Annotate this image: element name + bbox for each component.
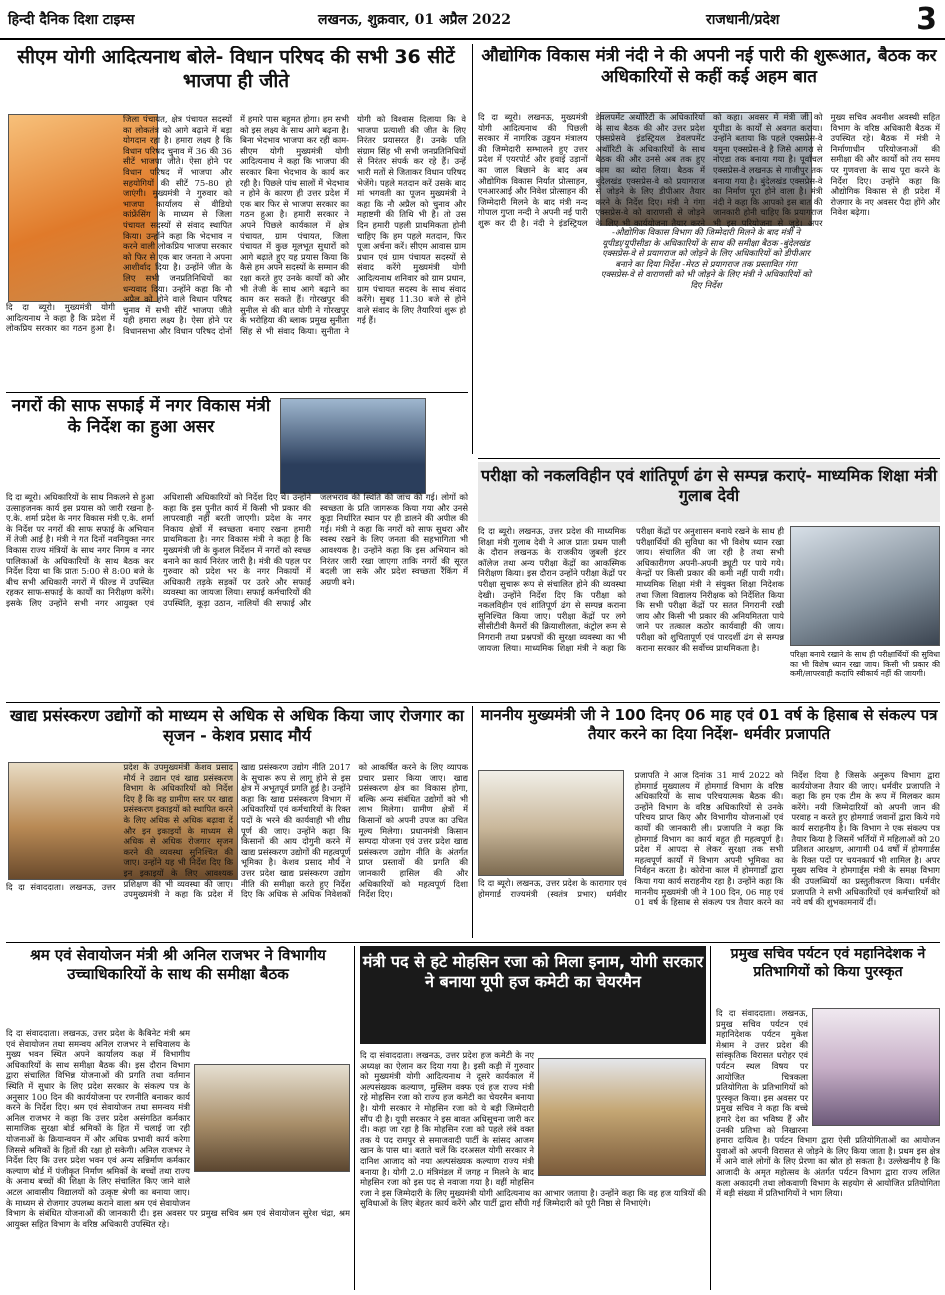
story-text: दि दा ब्यूरो। मुख्यमंत्री योगी आदित्यनाथ ने कहा है कि प्रदेश में लोकप्रिय सरकार का गठन हुआ है। जिला पंचायत, क्षेत्र पंचायत सदस्यों का लोकतंत्र को आगे बढ़ाने में बड़ा योगदान रहा है। हमारा लक्ष्य है कि विधान परिषद चुनाव में 36 की 36 सीटें भाजपा जीते। ऐसा होने पर विधान परिषद में भाजपा और सहयोगियों की सीटें 75-80 हो जाएंगी। मुख्यमंत्री ने गुरुवार को भाजपा कार्यालय से वीडियो कांफ्रेंसिंग के माध्यम से जिला पंचायत सदस्यों से संवाद स्थापित किया। उन्होंने कहा कि भेदभाव न करने वाली लोकप्रिय भाजपा सरकार को फिर से एक बार जनता ने अपना आशीर्वाद दिया है। उन्होंने जीत के लिए सभी जनप्रतिनिधियों का धन्यवाद दिया। उन्होंने कहा कि नौ अप्रैल को होने वाले विधान परिषद चुनाव में सभी सीटें भाजपा जीते यही हमारा लक्ष्य है। ऐसा होने पर विधानसभा और विधान परिषद दोनों में हमारे पास बहुमत होगा। हम सभी को इस लक्ष्य के साथ आगे बढ़ना है। बिना भेदभाव भाजपा कर रही काम-सीएम योगी मुख्यमंत्री योगी आदित्यनाथ ने कहा कि भाजपा की सरकार बिना भेदभाव के कार्य कर रही है। पिछले पांच सालों में भेदभाव न होने के कारण ही उत्तर प्रदेश में एक बार फिर से भाजपा सरकार का गठन हुआ है। हमारी सरकार ने अपने पिछले कार्यकाल में क्षेत्र पंचायत, ग्राम पंचायत, जिला पंचायत में कुछ मूलभूत सुधारों को आगे बढ़ाते हुए यह प्रयास किया कि कैसे हम अपने सदस्यों के सम्मान की रक्षा करते हुए उनके कार्यों को और भी तेजी के साथ आगे बढ़ाने का काम कर सकते हैं। गोरखपुर की सुनील से की बात योगी ने गोरखपुर के भरोहिया की ब्लाक प्रमुख सुनीता सिंह से भी संवाद किया। सुनीता ने योगी को विश्वास दिलाया कि वे भाजपा प्रत्याशी की जीत के लिए निरंतर प्रयासरत हैं। उनके पति संग्राम सिंह भी सभी जनप्रतिनिधियों से निरंतर संपर्क कर रहे हैं। उन्हें भारी मतों से जिताकर विधान परिषद भेजेंगे। पहले मतदान करें उसके बाद मां भगवती का पूजन मुख्यमंत्री ने कहा कि नौ अप्रैल को चुनाव और महाष्टमी की तिथि भी है। तो उस दिन हमारी पहली प्राथमिकता होनी चाहिए कि हम पहले मतदान, फिर पूजा अर्चना करें। सीएम आवास ग्राम प्रधान एवं ग्राम पंचायत सदस्यों से संवाद करेंगे मुख्यमंत्री योगी आदित्यनाथ शनिवार को ग्राम प्रधान, ग्राम पंचायत सदस्य के साथ संवाद करेंगे। सुबह 11.30 बजे से होने वाले संवाद के लिए तैयारियां शुरू हो गई हैं।	[6, 114, 466, 336]
story-anil-rajbhar	[6, 946, 350, 1290]
photo-caption: -औद्योगिक विकास विभाग की जिम्मेदारी मिलने के बाद मंत्री ने यूपीडा/यूपीसीडा के अधिकारियों के साथ की समीक्षा बैठक -बुंदेलखंड एक्सप्रेस-वे से प्रयागराज को जोड़ने के लिए अधिकारियों को डीपीआर बनाने का दिया निर्देश -मेरठ से प्रयागराज तक प्रस्तावित गंगा एक्सप्रेस-वे से वाराणसी को भी जोड़ने के लिए मंत्री ने अधिकारियों को दिए निर्देश	[600, 228, 812, 291]
story-text: दि दा संवाददाता। लखनऊ, उत्तर प्रदेश के उपमुख्यमंत्री केशव प्रसाद मौर्य ने उद्यान एवं खाद्य प्रसंस्करण विभाग के अधिकारियों को निर्देश दिए हैं कि वह ग्रामीण स्तर पर खाद्य प्रसंस्करण इकाइयों को स्थापित करने के लिए अधिक से अधिक बढ़ावा दें और इन इकाइयों के माध्यम से अधिक से अधिक रोजगार सृजन करने की व्यवस्था सुनिश्चित की जाए। उन्होंने यह भी निर्देश दिए कि इन इकाइयों के लिए आवश्यक प्रशिक्षण की भी व्यवस्था की जाए। उपमुख्यमंत्री ने कहा कि प्रदेश में खाद्य प्रसंस्करण उद्योग नीति 2017 के सुचारू रूप से लागू होने से इस क्षेत्र में अभूतपूर्व प्रगति हुई है। उन्होंने कहा कि खाद्य प्रसंस्करण विभाग में अधिकारियों एवं कर्मचारियों के रिक्त पदों के भरने की कार्यवाही भी शीघ्र पूर्ण की जाए। उन्होंने कहा कि किसानों की आय दोगुनी करने में खाद्य प्रसंस्करण उद्योगों की महत्वपूर्ण भूमिका है। केशव प्रसाद मौर्य ने उत्तर प्रदेश खाद्य प्रसंस्करण उद्योग नीति की समीक्षा करते हुए निर्देश दिए कि अधिक से अधिक निवेशकों को आकर्षित करने के लिए व्यापक प्रचार प्रसार किया जाए। खाद्य प्रसंस्करण क्षेत्र का विकास होगा, बल्कि अन्य संबंधित उद्योगों को भी लाभ मिलेगा। ग्रामीण क्षेत्रों में किसानों को अपनी उपज का उचित मूल्य मिलेगा। प्रधानमंत्री किसान सम्पदा योजना एवं उत्तर प्रदेश खाद्य प्रसंस्करण उद्योग नीति के अंतर्गत प्राप्त प्रस्तावों की प्रगति की जानकारी हासिल की और अधिकारियों को महत्वपूर्ण दिशा निर्देश दिए।	[6, 762, 468, 900]
story-text: दि दा ब्यूरो। लखनऊ, मुख्यमंत्री योगी आदित्यनाथ की पिछली सरकार में नागरिक उड्डयन मंत्रालय की जिम्मेदारी सम्भालने हुए उत्तर प्रदेश में एयरपोर्ट और हवाई उड़ानों का जाल बिछाने के बाद अब औद्योगिक विकास निर्यात प्रोत्साहन, एनआरआई और निवेश प्रोत्साहन की जिम्मेदारी मिलने के बाद मंत्री नन्द गोपाल गुप्ता नन्दी ने अपनी नई पारी शुरू कर दी है। नंदी ने इंडस्ट्रियल डेवलपमेंट अथॉरिटी के अधिकारियों के साथ बैठक की और उत्तर प्रदेश एक्सप्रेसवे इंडस्ट्रियल डेवलपमेंट अथॉरिटी के अधिकारियों के साथ बैठक की और उनसे अब तक हुए काम का ब्योरा लिया। बैठक में बुंदेलखंड एक्सप्रेस-वे को प्रयागराज से जोड़ने के लिए डीपीआर तैयार करने के निर्देश दिए। मंत्री ने गंगा एक्सप्रेस-वे को वाराणसी से जोड़ने के लिए भी कार्ययोजना तैयार करने को कहा। अवसर में मंत्री जी को यूपीडा के कार्यों से अवगत कराया। उन्होंने बताया कि पहले एक्सप्रेस-वे यमुना एक्सप्रेस-वे है जिसे आगरा से नोएडा तक बनाया गया है। पूर्वांचल एक्सप्रेस-वे लखनऊ से गाजीपुर तक बनाया गया है। बुंदेलखंड एक्सप्रेस-वे का निर्माण पूरा होने वाला है। मंत्री नंदी ने कहा कि आपको इस बात की जानकारी होनी चाहिए कि प्रयागराज भी इस परियोजना से जुड़े। अपर मुख्य सचिव अवनीश अवस्थी सहित विभाग के वरिष्ठ अधिकारी बैठक में उपस्थित रहे। बैठक में मंत्री ने निर्माणाधीन परियोजनाओं की समीक्षा की और कार्यों को तय समय पर गुणवत्ता के साथ पूरा करने के निर्देश दिए। उन्होंने कहा कि औद्योगिक विकास से ही प्रदेश में रोजगार के नए अवसर पैदा होंगे और निवेश बढ़ेगा।	[478, 112, 940, 228]
headline: सीएम योगी आदित्यनाथ बोले- विधान परिषद की सभी 36 सीटें भाजपा ही जीते	[17, 46, 455, 92]
section-rule	[6, 392, 468, 393]
section-rule	[6, 942, 940, 943]
photo-exam-centre	[790, 526, 940, 646]
headline: श्रम एवं सेवायोजन मंत्री श्री अनिल राजभर ने विभागीय उच्चाधिकारियों के साथ की समीक्षा बैठक	[30, 946, 326, 983]
story-cm-yogi	[6, 46, 466, 391]
headline: प्रमुख सचिव पर्यटन एवं महानिदेशक ने प्रतिभागियों को किया पुरस्कृत	[730, 946, 926, 980]
story-text: दि दा ब्यूरो। लखनऊ, उत्तर प्रदेश के कारागार एवं होमगार्ड राज्यमंत्री (स्वतंत्र प्रभार) धर्मवीर प्रजापति ने आज दिनांक 31 मार्च 2022 को होमगार्ड मुख्यालय में होमगार्ड विभाग के वरिष्ठ अधिकारियों के साथ परिचयात्मक बैठक की। उन्होंने विभाग के वरिष्ठ अधिकारियों से उनके परिचय प्राप्त किए और विभागीय योजनाओं एवं कार्यों की जानकारी ली। प्रजापति ने कहा कि होमगार्ड विभाग का कार्य बहुत ही महत्वपूर्ण है। प्रदेश में आपदा से लेकर सुरक्षा तक सभी महत्वपूर्ण कार्यों में विभाग अपनी भूमिका का निर्वहन करता है। कोरोना काल में होमगार्डों द्वारा किया गया कार्य सराहनीय रहा है। उन्होंने कहा कि माननीय मुख्यमंत्री जी ने 100 दिन, 06 माह एवं 01 वर्ष के हिसाब से संकल्प पत्र तैयार करने का निर्देश दिया है जिसके अनुरूप विभाग द्वारा कार्ययोजना तैयार की जाए। धर्मवीर प्रजापति ने कहा कि हम एक टीम के रूप में मिलकर काम करेंगे। नयी जिम्मेदारियों को अपनी जान की परवाह न करते हुए होमगार्ड जवानों द्वारा किये गये कार्य सराहनीय है। कि विभाग ने एक संकल्प पत्र तैयार किया है जिसमें भर्तियों में महिलाओं को 20 प्रतिशत आरक्षण, आगामी 04 वर्षों में होमगार्डस के रिक्त पदों पर चयनकार्य भी शामिल है। अपर मुख्य सचिव ने होमगार्ड्स मंत्री के समक्ष विभाग की उपलब्धियों का प्रस्तुतीकरण किया। धर्मवीर प्रजापति ने सभी अधिकारियों एवं कर्मचारियों को नये वर्ष की शुभकामनायें दीं।	[478, 770, 940, 908]
photo-spacer	[478, 770, 624, 878]
paper-name: हिन्दी दैनिक दिशा टाइम्स	[8, 12, 135, 28]
headline: खाद्य प्रसंस्करण उद्योगों को माध्यम से अधिक से अधिक किया जाए रोजगार का सृजन - केशव प्रसाद मौर्य	[10, 706, 464, 745]
story-nagar-vikas	[6, 396, 468, 696]
story-body	[478, 112, 940, 452]
story-body	[478, 526, 784, 698]
story-body	[6, 762, 468, 938]
story-body	[478, 770, 940, 938]
story-tourism	[716, 946, 940, 1290]
story-dharmveer	[478, 706, 940, 938]
section-rule	[478, 458, 940, 459]
story-gulab-devi	[478, 462, 940, 698]
column-divider	[354, 946, 355, 1290]
story-mohsin-raza	[360, 946, 706, 1290]
story-body	[360, 1050, 706, 1290]
story-body	[716, 1008, 940, 1290]
masthead	[0, 0, 945, 40]
story-body	[6, 1028, 350, 1290]
headline: माननीय मुख्यमंत्री जी ने 100 दिनए 06 माह एवं 01 वर्ष के हिसाब से संकल्प पत्र तैयार करने का दिया निर्देश- धर्मवीर प्रजापति	[480, 706, 938, 743]
column-divider	[710, 946, 711, 1290]
section-rule	[6, 702, 940, 703]
story-keshav-maurya	[6, 706, 468, 938]
section-label: राजधानी/प्रदेश	[706, 12, 780, 28]
story-body	[6, 492, 468, 694]
headline: नगरों की साफ सफाई में नगर विकास मंत्री के निर्देश का हुआ असर	[11, 396, 271, 438]
story-body	[6, 114, 466, 390]
photo-minister-sharma	[280, 398, 426, 494]
headline: औद्योगिक विकास मंत्री नंदी ने की अपनी नई पारी की शुरूआत, बैठक कर अधिकारियों से कहीं कई अहम बात	[481, 46, 937, 88]
story-nandi	[478, 46, 940, 454]
photo-spacer	[190, 1062, 350, 1208]
photo-spacer	[534, 1050, 706, 1178]
photo-caption: परिक्षा बनाये रखाने के साथ ही परीक्षार्थियों की सुविधा का भी विशेष ध्यान रखा जाय। किसी भी प्रकार की कमी/लापरवाही कदापि स्वीकार्य नहीं की जायगी।	[790, 650, 940, 679]
headline: परीक्षा को नकलविहीन एवं शांतिपूर्ण ढंग से सम्पन्न कराएं- माध्यमिक शिक्षा मंत्री गुलाब देवी	[478, 462, 940, 522]
headline: मंत्री पद से हटे मोहसिन रजा को मिला इनाम, योगी सरकार ने बनाया यूपी हज कमेटी का चेयरमैन	[360, 946, 706, 1044]
dateline: लखनऊ, शुक्रवार, 01 अप्रैल 2022	[318, 12, 511, 28]
page-number: 3	[916, 2, 937, 37]
story-text: दि दा संवाददाता। लखनऊ, उत्तर प्रदेश के कैबिनेट मंत्री श्रम एवं सेवायोजन तथा समन्वय अनिल राजभर ने सचिवालय के मुख्य भवन स्थित अपने कार्यालय कक्ष में विभागीय अधिकारियों के साथ समीक्षा बैठक की। इस दौरान विभाग द्वारा संचालित विभिन्न योजनाओं की प्रगति तथा वर्तमान स्थिति में सुधार के लिए प्रदेश सरकार के संकल्प पत्र के अनुसार 100 दिन की कार्ययोजना पर रणनीति बनाकर कार्य करने के निर्देश दिए। श्रम एवं सेवायोजन तथा समन्वय मंत्री अनिल राजभर ने कहा कि उत्तर प्रदेश असंगठित कर्मकार सामाजिक सुरक्षा बोर्ड श्रमिकों के हित में चलाई जा रही योजनाओं के क्रियान्वयन में और अधिक प्रभावी कार्य करेगा जिससे श्रमिकों के हितों की रक्षा हो सकेगी। अनिल राजभर ने निर्देश दिए कि उत्तर प्रदेश भवन एवं अन्य सन्निर्माण कर्मकार कल्याण बोर्ड में पंजीकृत निर्माण श्रमिकों के बच्चों तथा राज्य के अनाथ बच्चों की शिक्षा के लिए संचालित किए जाने वाले अटल आवासीय विद्यालयों को उत्कृष्ट श्रेणी का बनाया जाए। के माध्यम से रोजगार उपलब्ध कराने वाला श्रम एवं सेवायोजन विभाग के संबंधित योजनाओं की जानकारी दी। इस अवसर पर प्रमुख सचिव श्रम एवं सेवायोजन सुरेश चंद्रा, श्रम आयुक्त सहित विभाग के वरिष्ठ अधिकारी उपस्थित रहे।	[6, 1028, 350, 1229]
column-divider	[472, 44, 473, 454]
story-text: दि दा संवाददाता। लखनऊ, उत्तर प्रदेश हज कमेटी के नए अध्यक्ष का ऐलान कर दिया गया है। इसी कड़ी में गुरुवार को मुख्यमंत्री योगी आदित्यनाथ ने दूसरे कार्यकाल में अल्पसंख्यक कल्याण, मुस्लिम वक्फ एवं हज राज्य मंत्री रहे मोहसिन रजा को राज्य हज कमेटी का चेयरमैन बनाया है। योगी सरकार ने मोहसिन रजा को ये बड़ी जिम्मेदारी सौंप दी है। यूपी सरकार ने इस बावत अधिसूचना जारी कर दी। कहा जा रहा है कि मोहसिन रजा को पहले लंबे वक्त तक ये पद रामपुर से समाजवादी पार्टी के सांसद आजम खान के पास था। बताते चलें कि दरअसल योगी सरकार ने दानिश आजाद को नया अल्पसंख्यक कल्याण राज्य मंत्री बनाया है। योगी 2.0 मंत्रिमंडल में जगह न मिलने के बाद मोहसिन रजा को इस पद से नवाजा गया है। वहीं मोहसिन रजा ने इस जिम्मेदारी के लिए मुख्यमंत्री योगी आदित्यनाथ का आभार जताया है। उन्होंने कहा कि वह हज यात्रियों की सुविधाओं के लिए बेहतर कार्य करेंगे और पार्टी द्वारा सौंपी गई जिम्मेदारी को पूरी निष्ठा से निभाएंगे।	[360, 1050, 706, 1209]
photo-spacer	[808, 1008, 940, 1128]
story-text: दि दा संवाददाता। लखनऊ, प्रमुख सचिव पर्यटन एवं महानिदेशक पर्यटन मुकेश मेश्राम ने उत्तर प्रदेश की सांस्कृतिक विरासत धरोहर एवं पर्यटन स्थल विषय पर आयोजित चित्रकला प्रतियोगिता के प्रतिभागियों को पुरस्कृत किया। इस अवसर पर प्रमुख सचिव ने कहा कि बच्चे हमारे देश का भविष्य हैं और उनकी प्रतिभा को निखारना हमारा दायित्व है। पर्यटन विभाग द्वारा ऐसी प्रतियोगिताओं का आयोजन युवाओं को अपनी विरासत से जोड़ने के लिए किया जाता है। प्रथम इस क्षेत्र में आने वाले लोगों के लिए प्रेरणा का स्रोत हो सकता है। उल्लेखनीय है कि आजादी के अमृत महोत्सव के अंतर्गत पर्यटन विभाग द्वारा राज्य ललित कला अकादमी तथा लोकवाणी विभाग के सहयोग से आयोजित प्रतियोगिता में बड़ी संख्या में प्रतिभागियों ने भाग लिया।	[716, 1008, 940, 1199]
story-text: दि दा ब्यूरो। अधिकारियों के साथ निकलने से हुआ उत्साहजनक कार्य इस प्रयास को जारी रखना है- ए.के. शर्मा प्रदेश के नगर विकास मंत्री ए.के. शर्मा के निर्देश पर नगरों की साफ सफाई के अभियान में तेजी आई है। मंत्री ने गत दिनों नवनियुक्त नगर विकास राज्य मंत्रियों के साथ नगर निगम व नगर पालिकाओं के अधिकारियों के साथ बैठक कर निर्देश दिया था कि प्रातः 5:00 से 8:00 बजे के बीच सभी अधिकारी नगरों में फील्ड में उपस्थित रहकर साफ-सफाई के कार्यों का निरीक्षण करेंगे। इसके लिए उन्होंने सभी नगर आयुक्त एवं अधिशासी अधिकारियों को निर्देश दिए थे। उन्होंने कहा कि इस पुनीत कार्य में किसी भी प्रकार की लापरवाही नहीं बरती जाएगी। प्रदेश के नगर निकाय क्षेत्रों में स्वच्छता बनाए रखना हमारी प्राथमिकता है। नगर विकास मंत्री ने कहा है कि मुख्यमंत्री जी के कुशल निर्देशन में नगरों को स्वच्छ बनाने का कार्य निरंतर जारी है। मंत्री की पहल पर गुरुवार को प्रदेश भर के नगर निकायों में अधिकारी तड़के सड़कों पर उतरे और सफाई व्यवस्था का जायजा लिया। सफाई कर्मचारियों की उपस्थिति, कूड़ा उठान, नालियों की सफाई और जलभराव की स्थिति की जांच की गई। लोगों को स्वच्छता के प्रति जागरूक किया गया और उनसे कूड़ा निर्धारित स्थान पर ही डालने की अपील की गई। मंत्री ने कहा कि नगरों को साफ सुथरा और स्वस्थ रखने के लिए जनता की सहभागिता भी आवश्यक है। उन्होंने कहा कि इस अभियान को निरंतर जारी रखा जाएगा ताकि नगरों की सूरत बदली जा सके और प्रदेश स्वच्छता रैंकिंग में अग्रणी बने।	[6, 492, 468, 608]
column-divider	[472, 706, 473, 938]
story-text: दि दा ब्यूरो। लखनऊ, उत्तर प्रदेश की माध्यमिक शिक्षा मंत्री गुलाब देवी ने आज प्रातः प्रथम पाली के दौरान लखनऊ के राजकीय जुबली इंटर कॉलेज तथा अन्य परीक्षा केंद्रों का आकस्मिक निरीक्षण किया। इस दौरान उन्होंने परीक्षा केंद्रों पर परीक्षा सुचारू रूप से संचालित होने की व्यवस्था देखी। उन्होंने निर्देश दिए कि परीक्षा को नकलविहीन एवं शांतिपूर्ण ढंग से सम्पन्न कराना सुनिश्चित किया जाए। परीक्षा केंद्रों पर लगे सीसीटीवी कैमरों की क्रियाशीलता, कंट्रोल रूम से निगरानी तथा प्रश्नपत्रों की सुरक्षा व्यवस्था का भी जायजा लिया। माध्यमिक शिक्षा मंत्री ने कहा कि परीक्षा केंद्रों पर अनुशासन बनाये रखने के साथ ही परीक्षार्थियों की सुविधा का भी विशेष ध्यान रखा जाय। संचालित की जा रही है तथा सभी अधिकारीगण अपनी-अपनी ड्यूटी पर पाये गये। केन्द्रों पर किसी प्रकार की कमी नहीं पायी गयी। माध्यमिक शिक्षा मंत्री ने संयुक्त शिक्षा निदेशक तथा जिला विद्यालय निरीक्षक को निर्देशित किया कि सभी परीक्षा केंद्रों पर सतत निगरानी रखी जाय और किसी भी प्रकार की अनियमितता पाये जाने पर तत्काल कठोर कार्यवाही की जाय। परीक्षा को शुचितापूर्ण एवं पारदर्शी ढंग से सम्पन्न कराना सरकार की सर्वोच्च प्राथमिकता है।	[478, 526, 784, 653]
